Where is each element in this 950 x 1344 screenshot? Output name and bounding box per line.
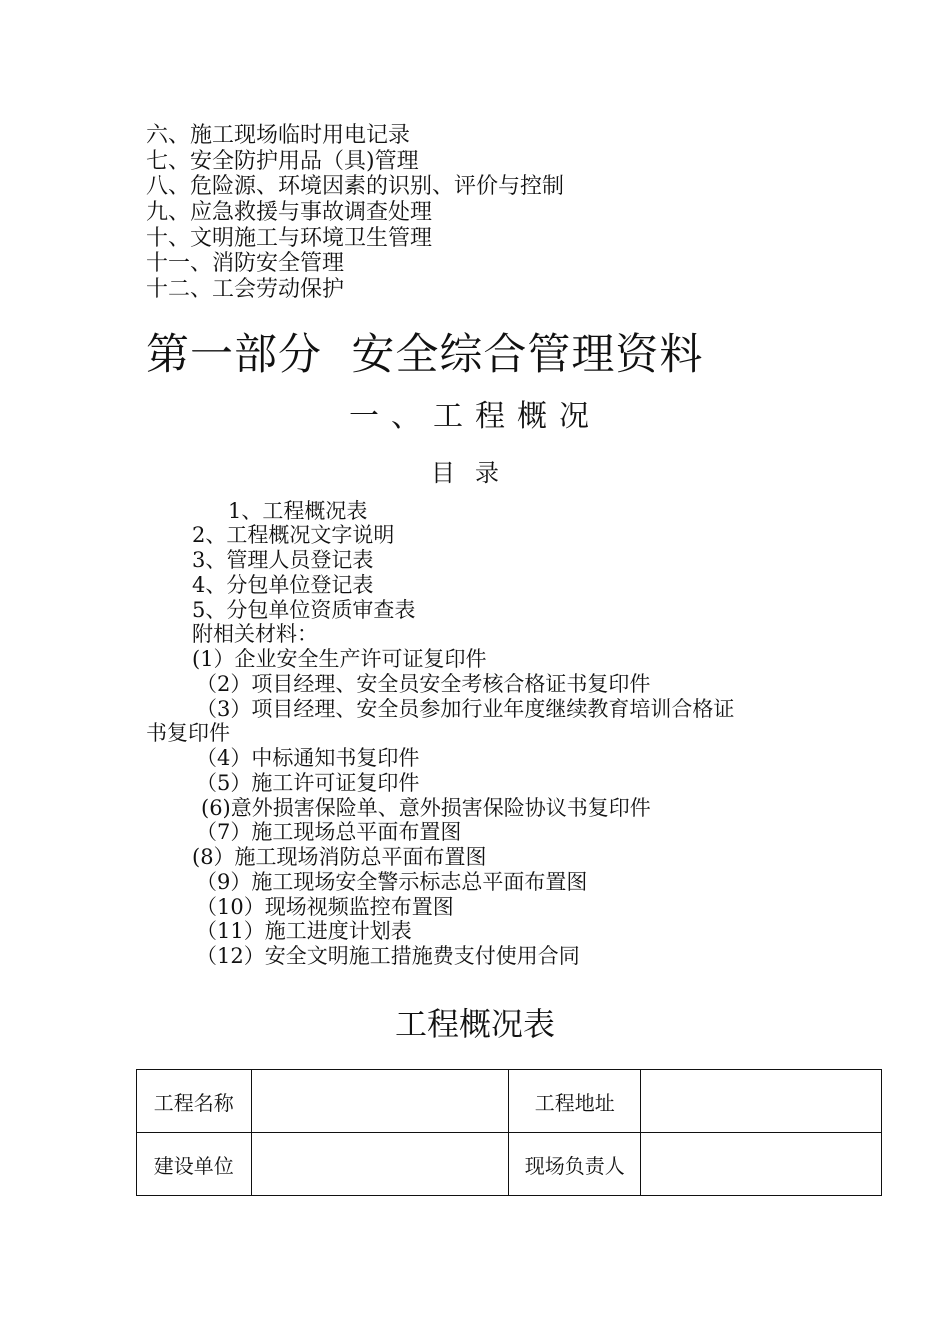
toc-item-10: 十、文明施工与环境卫生管理 [146, 226, 433, 251]
label-project-address: 工程地址 [509, 1070, 641, 1133]
contents-item: 2、工程概况文字说明 [192, 523, 395, 547]
attachment-item: （9）施工现场安全警示标志总平面布置图 [196, 870, 588, 894]
table-title: 工程概况表 [394, 1005, 555, 1043]
table-row [137, 1070, 882, 1133]
label-project-name: 工程名称 [137, 1070, 252, 1133]
attachment-item: (8）施工现场消防总平面布置图 [192, 845, 487, 869]
attachment-item: （7）施工现场总平面布置图 [196, 820, 462, 844]
attachments-heading: 附相关材料： [192, 622, 318, 646]
toc-item-6: 六、施工现场临时用电记录 [146, 123, 411, 148]
value-project-name[interactable] [251, 1070, 509, 1133]
attachment-item: （4）中标通知书复印件 [196, 746, 420, 770]
attachment-item: （5）施工许可证复印件 [196, 771, 420, 795]
table-row [137, 1133, 882, 1196]
attachment-item: （3）项目经理、安全员参加行业年度继续教育培训合格证 [196, 697, 735, 721]
value-site-manager[interactable] [641, 1133, 882, 1196]
toc-item-9: 九、应急救援与事故调查处理 [146, 200, 433, 225]
contents-item: 1、工程概况表 [228, 499, 368, 523]
attachment-item: (1）企业安全生产许可证复印件 [192, 647, 487, 671]
attachment-item: （11）施工进度计划表 [196, 919, 412, 943]
project-overview-table [136, 1069, 882, 1196]
attachment-item-continued: 书复印件 [146, 721, 230, 745]
label-site-manager: 现场负责人 [509, 1133, 641, 1196]
toc-item-11: 十一、消防安全管理 [146, 251, 345, 276]
contents-item: 4、分包单位登记表 [192, 573, 374, 597]
section-title: 一、工程概况 [349, 399, 601, 434]
part-title: 第一部分 安全综合管理资料 [146, 330, 704, 380]
contents-item: 5、分包单位资质审查表 [192, 598, 416, 622]
attachment-item: （12）安全文明施工措施费支付使用合同 [196, 944, 580, 968]
attachment-item: （10）现场视频监控布置图 [196, 895, 454, 919]
attachment-item: （2）项目经理、安全员安全考核合格证书复印件 [196, 672, 651, 696]
label-construction-unit: 建设单位 [137, 1133, 252, 1196]
toc-item-8: 八、危险源、环境因素的识别、评价与控制 [146, 174, 565, 199]
toc-item-12: 十二、工会劳动保护 [146, 277, 345, 302]
attachment-item: (6)意外损害保险单、意外损害保险协议书复印件 [201, 796, 651, 820]
value-project-address[interactable] [641, 1070, 882, 1133]
contents-heading: 目录 [431, 459, 519, 487]
value-construction-unit[interactable] [251, 1133, 509, 1196]
contents-item: 3、管理人员登记表 [192, 548, 374, 572]
toc-item-7: 七、安全防护用品（具)管理 [146, 149, 419, 174]
